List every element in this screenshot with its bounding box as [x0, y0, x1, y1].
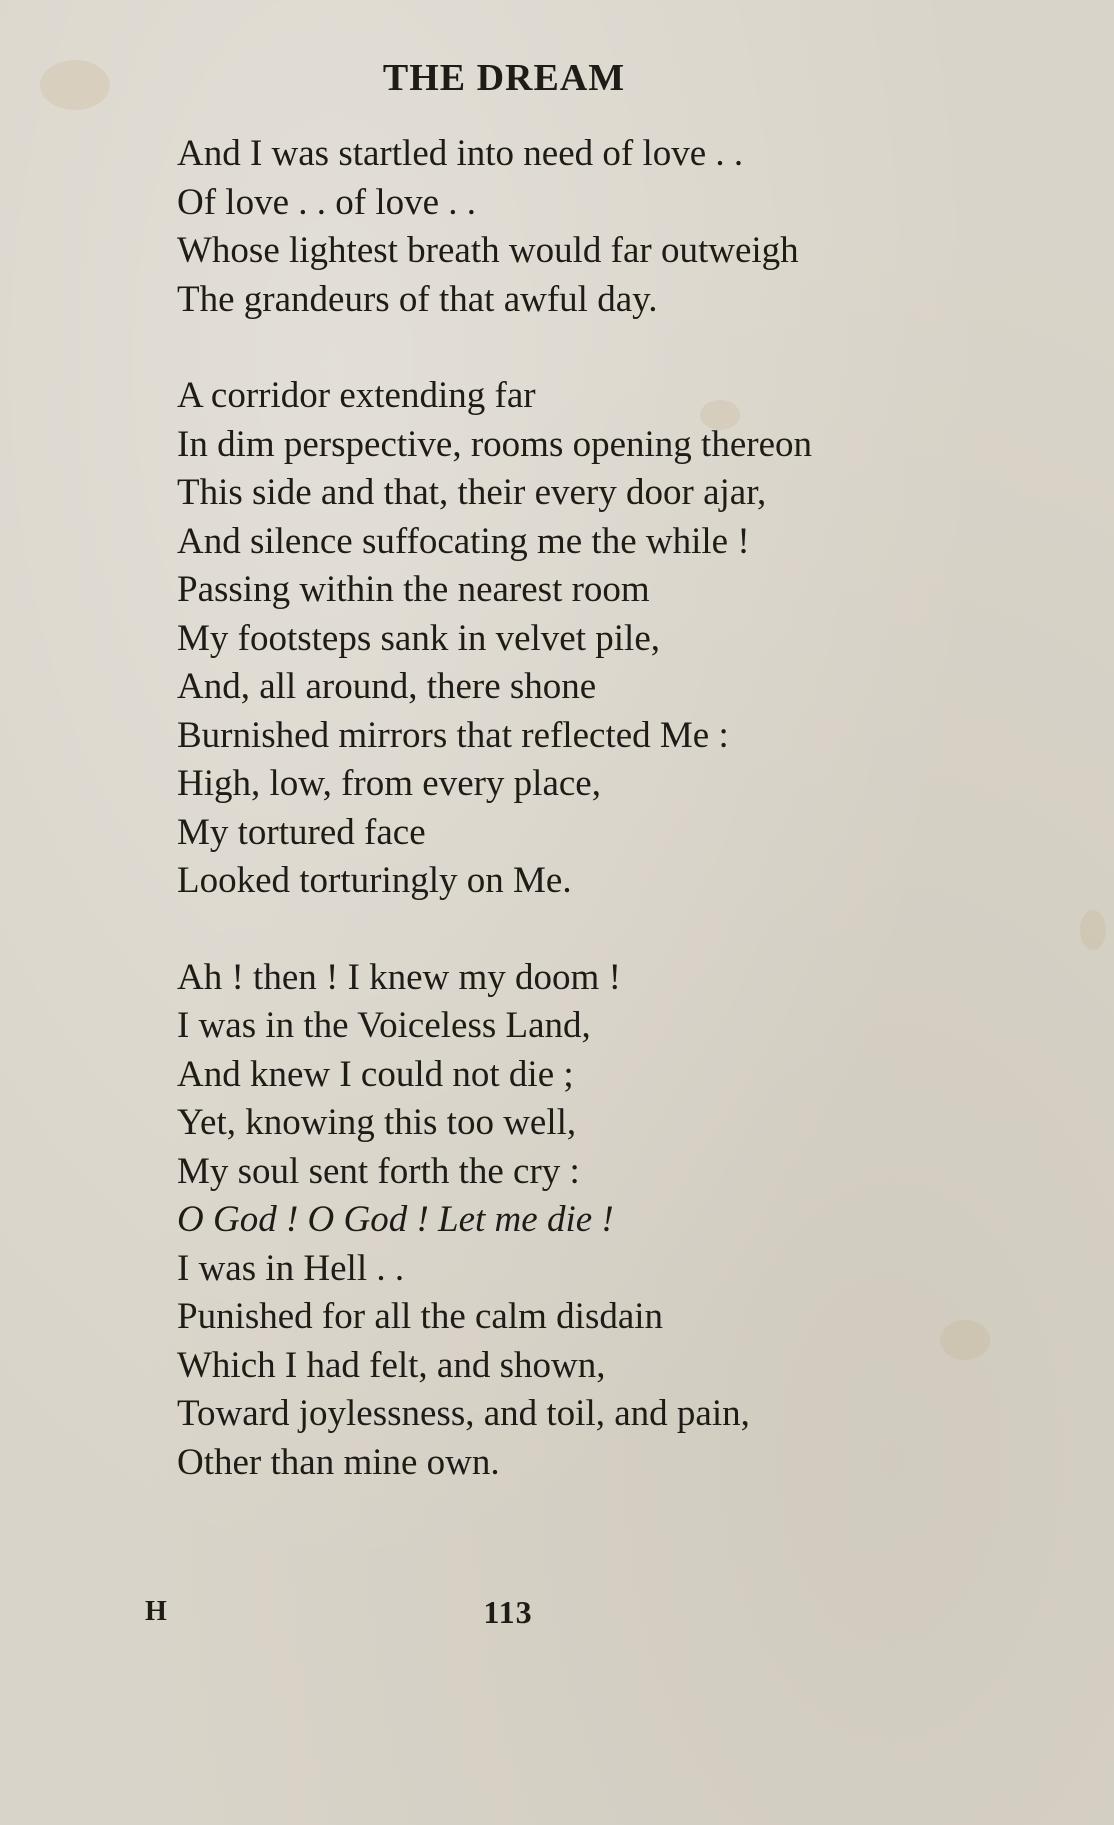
- poem-line: Passing within the nearest room: [177, 569, 650, 610]
- poem-line: And silence suffocating me the while !: [177, 520, 750, 562]
- poem-line: Burnished mirrors that reflected Me :: [177, 714, 729, 756]
- poem-line: In dim perspective, rooms opening thereon: [177, 423, 812, 465]
- foxing-stain: [940, 1320, 990, 1360]
- poem-line: I was in Hell . .: [177, 1247, 405, 1289]
- signature-mark: H: [145, 1596, 167, 1627]
- stanza-1: [177, 130, 897, 324]
- poem-body: [177, 130, 897, 1535]
- poem-line: Punished for all the calm disdain: [177, 1296, 664, 1337]
- poem-line-italic: O God ! O God ! Let me die !: [177, 1199, 614, 1240]
- poem-line: Toward joylessness, and toil, and pain,: [177, 1393, 750, 1434]
- poem-line: And, all around, there shone: [177, 666, 597, 707]
- poem-line: I was in the Voiceless Land,: [177, 1005, 591, 1046]
- poem-line: Whose lightest breath would far outweigh: [177, 230, 799, 271]
- poem-line: This side and that, their every door ajar,: [177, 472, 767, 513]
- poem-line: And I was startled into need of love . .: [177, 133, 744, 174]
- poem-line: Looked torturingly on Me.: [177, 860, 572, 901]
- page-number: 113: [483, 1594, 533, 1630]
- page-title: THE DREAM: [382, 57, 626, 99]
- poem-line: Which I had felt, and shown,: [177, 1344, 606, 1386]
- poem-line: Other than mine own.: [177, 1441, 500, 1483]
- poem-line: High, low, from every place,: [177, 763, 601, 804]
- foxing-stain: [1080, 910, 1106, 950]
- poem-line: And knew I could not die ;: [177, 1053, 574, 1095]
- poem-line: My tortured face: [177, 811, 426, 853]
- stanza-2: [177, 372, 897, 906]
- poem-line: Of love . . of love . .: [177, 181, 477, 223]
- poem-line: A corridor extending far: [177, 375, 536, 416]
- poem-line: Yet, knowing this too well,: [177, 1102, 577, 1143]
- poem-line: My soul sent forth the cry :: [177, 1150, 580, 1192]
- stanza-3: [177, 954, 897, 1488]
- poem-line: Ah ! then ! I knew my doom !: [177, 956, 621, 998]
- poem-line: My footsteps sank in velvet pile,: [177, 617, 660, 659]
- poem-line: The grandeurs of that awful day.: [177, 278, 658, 320]
